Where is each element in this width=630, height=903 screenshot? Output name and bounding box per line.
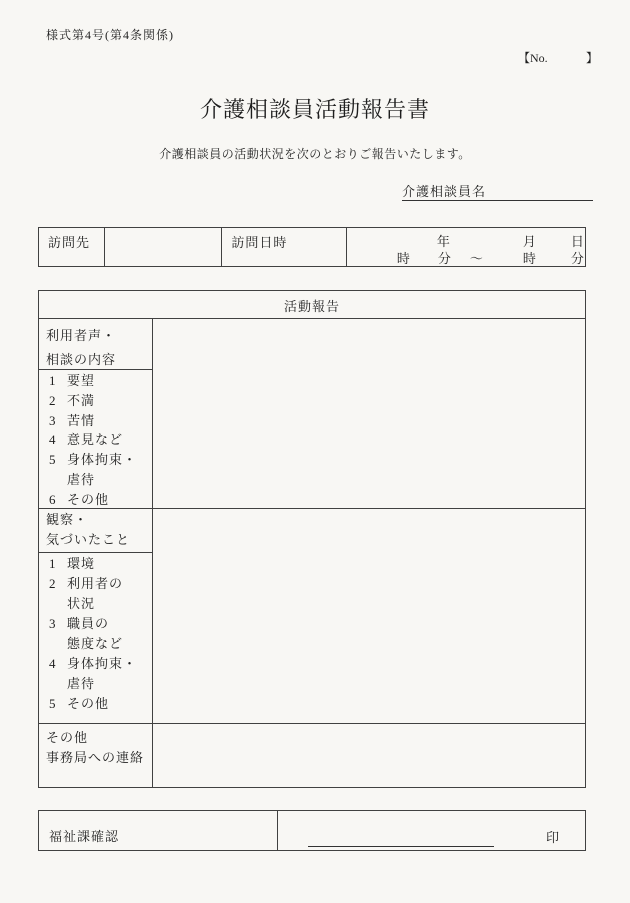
no-label-close: 】: [585, 51, 598, 65]
report-number-field[interactable]: [518, 49, 598, 66]
list-item: 2 利用者の: [49, 576, 124, 591]
signature-cell[interactable]: [278, 811, 585, 850]
tilde-separator: ～: [469, 251, 484, 266]
unit-year: 年: [436, 234, 451, 249]
welfare-division-confirm-cell: [39, 811, 278, 850]
visit-place-label: 訪問先: [48, 235, 91, 250]
page-title: 介護相談員活動報告書: [199, 97, 430, 122]
form-number-label: 様式第4号(第4条関係): [46, 28, 174, 42]
unit-day: 日: [570, 234, 585, 249]
user-voice-content-area[interactable]: [153, 319, 585, 508]
visit-place-input-cell[interactable]: [105, 228, 223, 266]
list-item: 5 身体拘束・: [49, 452, 138, 468]
unit-minute-start: 分: [437, 251, 452, 266]
list-item: 1 要望: [49, 373, 96, 388]
observation-item-list: [39, 553, 152, 714]
unit-month: 月: [522, 234, 537, 249]
consultant-name-field[interactable]: [402, 181, 593, 201]
welfare-division-confirm-label: 福祉課確認: [49, 829, 120, 844]
list-item: 虐待: [67, 471, 96, 487]
section-observation: [39, 508, 585, 723]
visit-datetime-label: 訪問日時: [231, 235, 288, 250]
list-item: 状況: [67, 596, 96, 611]
other-content-area[interactable]: [153, 724, 585, 787]
section-user-voice: [39, 319, 585, 508]
list-item: 6 その他: [49, 491, 110, 507]
other-label: その他 事務局への連絡: [46, 730, 145, 765]
seal-label: 印: [545, 830, 560, 845]
section-other: [39, 723, 585, 787]
unit-minute-end: 分: [570, 251, 585, 266]
visit-datetime-label-cell: [222, 228, 347, 266]
no-label-open: 【No.: [518, 51, 548, 65]
user-voice-item-list: [39, 370, 152, 510]
user-voice-label: 利用者声・ 相談の内容: [39, 319, 152, 370]
list-item: 2 不満: [49, 392, 96, 408]
visit-info-table: [38, 227, 586, 267]
list-item: 1 環境: [49, 556, 96, 571]
list-item: 態度など: [67, 636, 124, 651]
signature-line[interactable]: [308, 846, 494, 847]
consultant-name-label: 介護相談員名: [402, 184, 487, 199]
list-item: 5 その他: [49, 696, 110, 711]
list-item: 4 身体拘束・: [49, 656, 138, 671]
observation-label: 観察・ 気づいたこと: [39, 509, 152, 553]
visit-datetime-input-cell[interactable]: [347, 228, 585, 266]
activity-report-table: [38, 290, 586, 788]
intro-text: 介護相談員の活動状況を次のとおりご報告いたします。: [159, 147, 471, 161]
list-item: 虐待: [67, 676, 96, 691]
activity-report-header: 活動報告: [39, 291, 585, 319]
list-item: 3 職員の: [49, 616, 110, 631]
visit-place-label-cell: [39, 228, 105, 266]
list-item: 3 苦情: [49, 412, 96, 428]
observation-content-area[interactable]: [153, 509, 585, 723]
unit-hour-start: 時: [396, 251, 411, 266]
list-item: 4 意見など: [49, 432, 124, 448]
confirmation-table: [38, 810, 586, 851]
unit-hour-end: 時: [522, 251, 537, 266]
